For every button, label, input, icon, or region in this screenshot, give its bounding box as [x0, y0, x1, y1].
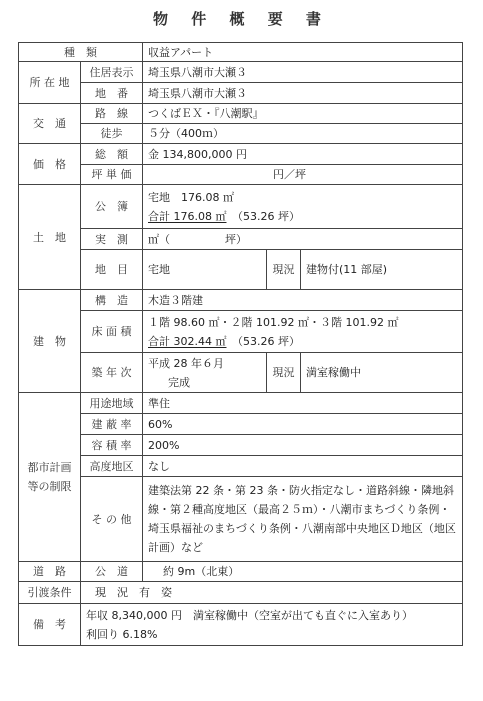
registry-line1: 宅地 176.08 ㎡ — [148, 190, 234, 204]
registry-total: 合計 176.08 ㎡ — [148, 209, 227, 223]
building-status-value: 満室稼働中 — [301, 353, 463, 393]
type-value: 収益アパート — [143, 43, 463, 62]
zoning-value: 準住 — [143, 393, 463, 414]
row-location-lot — [19, 83, 463, 104]
delivery-label: 引渡条件 — [19, 582, 81, 604]
age-line2: 完成 — [168, 375, 190, 389]
structure-value: 木造３階建 — [143, 290, 463, 311]
coverage-value: 60% — [143, 414, 463, 435]
other-label: そ の 他 — [81, 477, 143, 562]
walk-label: 徒歩 — [81, 124, 143, 144]
land-label: 土 地 — [19, 185, 81, 290]
residence-label: 住居表示 — [81, 62, 143, 83]
row-delivery — [19, 582, 463, 604]
document-title: 物 件 概 要 書 — [153, 10, 330, 28]
floor-value — [143, 311, 463, 353]
walk-value: ５分（400ｍ） — [143, 124, 463, 144]
registry-tsubo: （53.26 坪） — [237, 209, 300, 223]
row-land-category — [19, 250, 463, 290]
remarks-value — [81, 604, 463, 646]
remarks-line2: 利回り 6.18% — [86, 627, 158, 641]
category-label: 地 目 — [81, 250, 143, 290]
remarks-line1: 年収 8,340,000 円 満室稼働中（空室が出ても直ぐに入室あり） — [86, 608, 413, 622]
planning-label-line1: 都市計画 — [27, 461, 72, 474]
road-width: 約 9m（北東） — [143, 562, 463, 582]
delivery-value: 現 況 有 姿 — [81, 582, 463, 604]
property-summary-table — [18, 42, 463, 646]
row-planning-height — [19, 456, 463, 477]
line-label: 路 線 — [81, 104, 143, 124]
lot-label: 地 番 — [81, 83, 143, 104]
line-value: つくばＥＸ・『八潮駅』 — [143, 104, 463, 124]
floor-line1: １階 98.60 ㎡・２階 101.92 ㎡・３階 101.92 ㎡ — [148, 315, 399, 329]
row-land-registry — [19, 185, 463, 229]
survey-label: 実 測 — [81, 229, 143, 250]
total-label: 総 額 — [81, 144, 143, 165]
row-road — [19, 562, 463, 582]
row-transport-walk — [19, 124, 463, 144]
road-label: 道 路 — [19, 562, 81, 582]
building-status-label: 現況 — [267, 353, 301, 393]
location-label: 所 在 地 — [19, 62, 81, 104]
row-building-floor — [19, 311, 463, 353]
age-line1: 平成 28 年６月 — [148, 356, 224, 370]
road-type: 公 道 — [81, 562, 143, 582]
other-value: 建築法第 22 条・第 23 条・防火指定なし・道路斜線・隣地斜線・第２種高度地区（最高２５ｍ）・八潮市まちづくり条例・埼玉県福祉のまちづくり条例・八潮南部中央地区Ｄ地区（地区計画）など — [143, 477, 463, 562]
coverage-label: 建 蔽 率 — [81, 414, 143, 435]
unit-value: 円／坪 — [143, 165, 463, 185]
row-type — [19, 43, 463, 62]
row-building-structure — [19, 290, 463, 311]
structure-label: 構 造 — [81, 290, 143, 311]
lot-value: 埼玉県八潮市大瀬３ — [143, 83, 463, 104]
floor-label: 床 面 積 — [81, 311, 143, 353]
land-status-label: 現況 — [267, 250, 301, 290]
zoning-label: 用途地域 — [81, 393, 143, 414]
row-planning-other — [19, 477, 463, 562]
land-status-value: 建物付(11 部屋) — [301, 250, 463, 290]
type-label: 種 類 — [19, 43, 143, 62]
row-building-age — [19, 353, 463, 393]
category-value: 宅地 — [143, 250, 267, 290]
price-label: 価 格 — [19, 144, 81, 185]
age-value — [143, 353, 267, 393]
registry-label: 公 簿 — [81, 185, 143, 229]
row-planning-zoning — [19, 393, 463, 414]
row-remarks — [19, 604, 463, 646]
total-value: 金 134,800,000 円 — [143, 144, 463, 165]
row-price-unit — [19, 165, 463, 185]
row-planning-coverage — [19, 414, 463, 435]
height-value: なし — [143, 456, 463, 477]
survey-value: ㎡（ 坪） — [143, 229, 463, 250]
residence-value: 埼玉県八潮市大瀬３ — [143, 62, 463, 83]
planning-label-line2: 等の制限 — [27, 480, 72, 493]
unit-label: 坪 単 価 — [81, 165, 143, 185]
remarks-label: 備 考 — [19, 604, 81, 646]
registry-total-line — [148, 207, 457, 226]
registry-value — [143, 185, 463, 229]
row-price-total — [19, 144, 463, 165]
height-label: 高度地区 — [81, 456, 143, 477]
planning-label — [19, 393, 81, 562]
floor-tsubo: （53.26 坪） — [237, 334, 300, 348]
building-label: 建 物 — [19, 290, 81, 393]
row-location-residence — [19, 62, 463, 83]
transport-label: 交 通 — [19, 104, 81, 144]
row-planning-far — [19, 435, 463, 456]
floor-total: 合計 302.44 ㎡ — [148, 334, 227, 348]
far-label: 容 積 率 — [81, 435, 143, 456]
row-transport-line — [19, 104, 463, 124]
row-land-survey — [19, 229, 463, 250]
floor-total-line — [148, 332, 457, 351]
age-label: 築 年 次 — [81, 353, 143, 393]
far-value: 200% — [143, 435, 463, 456]
